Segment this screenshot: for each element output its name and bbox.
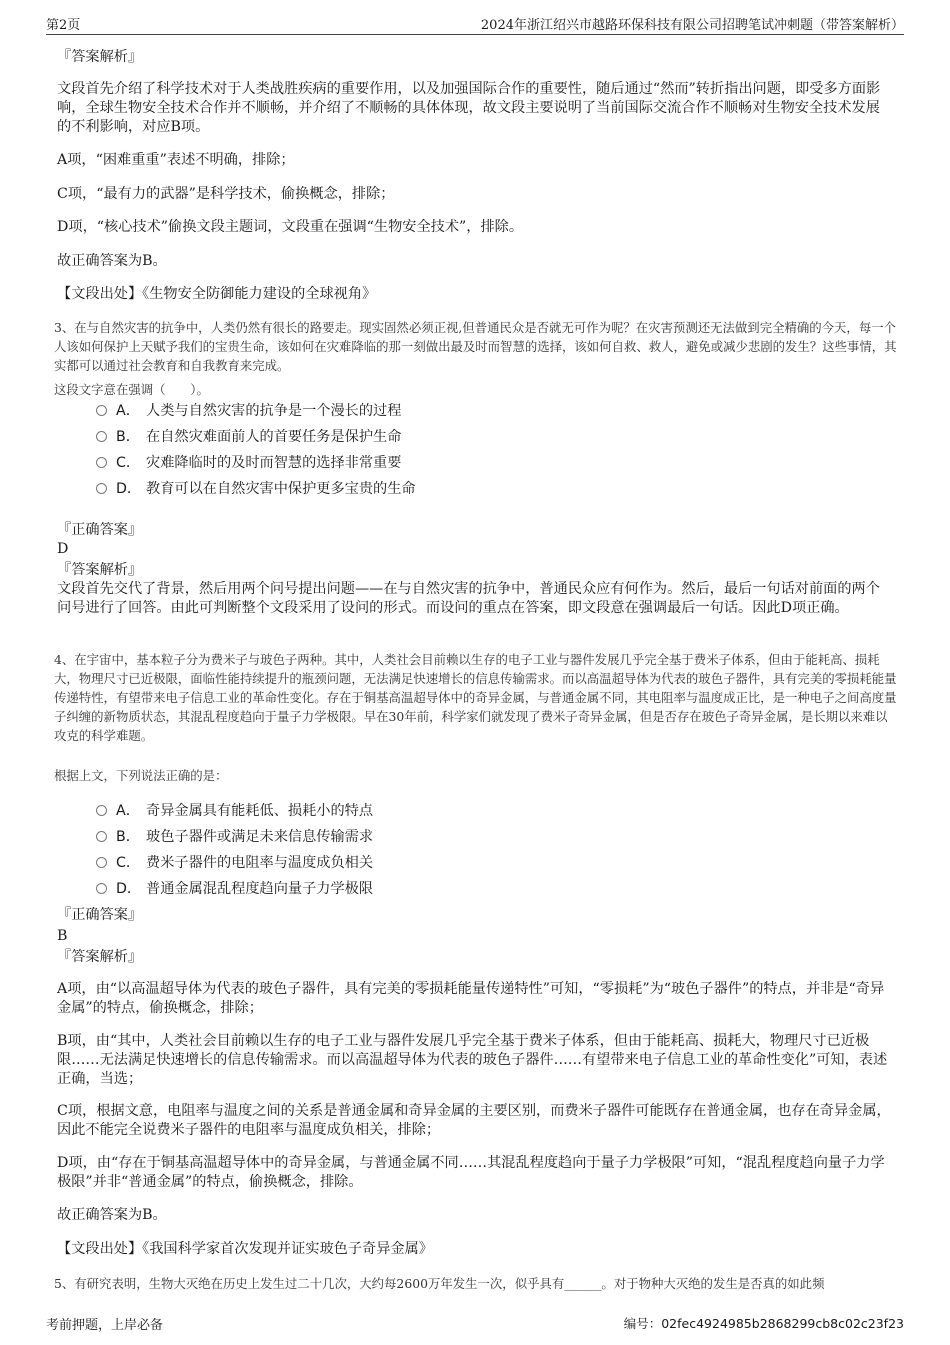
q2-option-d-note: D项，“核心技术”偷换文段主题词，文段重在强调“生物安全技术”，排除。 (57, 219, 524, 235)
q3-option-c[interactable] (96, 453, 401, 473)
q2-option-a-note: A项，“困难重重”表述不明确，排除； (57, 152, 295, 168)
radio-icon[interactable] (96, 457, 107, 468)
q4-answer: B (57, 928, 68, 944)
q3-option-d[interactable] (96, 479, 416, 499)
q3-answer-label: 『正确答案』 (57, 522, 143, 538)
radio-icon[interactable] (96, 405, 107, 416)
q4-option-c-note: C项，根据文意，电阻率与温度之间的关系是普通金属和奇异金属的主要区别，而费米子器件可能既存在普通金属，也存在奇异金属，因此不能完全说费米子器件的电阻率与温度成负相关，排除； (57, 1103, 891, 1138)
q2-analysis-text: 文段首先介绍了科学技术对于人类战胜疾病的重要作用，以及加强国际合作的重要性，随后通过“然而”转折指出问题，即受多方面影响，全球生物安全技术合作并不顺畅，并介绍了不顺畅的具体体现，故文段主要说明了当前国际交流合作不顺畅对生物安全技术发展的不利影响，对应B项。 (57, 81, 881, 135)
option-letter: D． (116, 881, 142, 897)
option-text: 人类与自然灾害的抗争是一个漫长的过程 (146, 403, 402, 419)
document-title: 2024年浙江绍兴市越路环保科技有限公司招聘笔试冲刺题（带答案解析） (480, 18, 904, 33)
q2-conclusion: 故正确答案为B。 (57, 253, 167, 269)
radio-icon[interactable] (96, 883, 107, 894)
footer-slogan: 考前押题，上岸必备 (46, 1318, 164, 1333)
radio-icon[interactable] (96, 831, 107, 842)
q3-analysis-text: 文段首先交代了背景，然后用两个问号提出问题——在与自然灾害的抗争中，普通民众应有何作为。然后，最后一句话对前面的两个问号进行了回答。由此可判断整个文段采用了设问的形式。而设问的重点在答案，即文段意在强调最后一句话。因此D项正确。 (57, 581, 880, 616)
q2-option-c-note: C项，“最有力的武器”是科学技术，偷换概念，排除； (57, 186, 395, 202)
option-letter: A． (116, 403, 140, 419)
q3-answer: D (57, 541, 69, 557)
q3-option-a[interactable] (96, 401, 401, 421)
page-number: 第2页 (46, 18, 81, 33)
q4-option-d[interactable] (96, 879, 373, 899)
option-text: 费米子器件的电阻率与温度成负相关 (146, 855, 374, 871)
option-letter: A． (116, 803, 140, 819)
q4-conclusion: 故正确答案为B。 (57, 1207, 167, 1223)
radio-icon[interactable] (96, 431, 107, 442)
radio-icon[interactable] (96, 483, 107, 494)
q4-stem: 根据上文，下列说法正确的是： (54, 768, 228, 783)
option-letter: B． (116, 829, 140, 845)
q3-option-b[interactable] (96, 427, 401, 447)
q3-analysis-label: 『答案解析』 (57, 562, 143, 578)
option-text: 教育可以在自然灾害中保护更多宝贵的生命 (146, 481, 416, 497)
option-letter: D． (116, 481, 142, 497)
option-text: 玻色子器件或满足未来信息传输需求 (146, 829, 374, 845)
option-text: 在自然灾难面前人的首要任务是保护生命 (146, 429, 402, 445)
q4-option-b[interactable] (96, 827, 373, 847)
document-code: 编号：02fec4924985b2868299cb8c02c23f23 (623, 1316, 904, 1331)
q4-option-c[interactable] (96, 853, 373, 873)
q4-answer-label: 『正确答案』 (57, 907, 143, 923)
q4-option-a[interactable] (96, 801, 373, 821)
option-text: 奇异金属具有能耗低、损耗小的特点 (146, 803, 374, 819)
option-letter: C． (116, 855, 141, 871)
q4-option-d-note: D项，由“存在于铜基高温超导体中的奇异金属，与普通金属不同……其混乱程度趋向于量子力学极限”可知，“混乱程度趋向量子力学极限”并非“普通金属”的特点，偷换概念，排除。 (57, 1155, 885, 1190)
q2-analysis-label: 『答案解析』 (57, 49, 143, 65)
option-letter: C． (116, 455, 141, 471)
page-footer (46, 1314, 904, 1333)
q4-option-a-note: A项，由“以高温超导体为代表的玻色子器件，具有完美的零损耗能量传递特性”可知，“零损耗”为“玻色子器件”的特点，并非是“奇异金属”的特点，偷换概念，排除； (57, 981, 885, 1016)
option-letter: B． (116, 429, 140, 445)
q2-source: 【文段出处】《生物安全防御能力建设的全球视角》 (57, 286, 377, 302)
page-header (46, 14, 904, 35)
option-text: 普通金属混乱程度趋向量子力学极限 (146, 881, 374, 897)
option-text: 灾难降临时的及时而智慧的选择非常重要 (146, 455, 402, 471)
q4-source: 【文段出处】《我国科学家首次发现并证实玻色子奇异金属》 (57, 1241, 433, 1257)
q3-stem: 这段文字意在强调（ ）。 (54, 382, 209, 397)
q4-analysis-label: 『答案解析』 (57, 949, 143, 965)
radio-icon[interactable] (96, 857, 107, 868)
q5-question-text: 5、有研究表明，生物大灭绝在历史上发生过二十几次，大约每2600万年发生一次，似乎具有______。对于物种大灭绝的发生是否真的如此频 (54, 1276, 825, 1291)
radio-icon[interactable] (96, 805, 107, 816)
q3-question-text: 3、在与自然灾害的抗争中，人类仍然有很长的路要走。现实固然必须正视,但普通民众是否就无可作为呢？在灾害预测还无法做到完全精确的今天，每一个人该如何保护上天赋予我们的宝贵生命，该如何在灾难降临的那一刻做出最及时而智慧的选择，该如何自救、救人，避免或减少悲剧的发生？这些事情，其实都可以通过社会教育和自我教育来完成。 (54, 320, 897, 373)
q4-option-b-note: B项，由“其中，人类社会目前赖以生存的电子工业与器件发展几乎完全基于费米子体系，但由于能耗高、损耗大，物理尺寸已近极限……无法满足快速增长的信息传输需求。而以高温超导体为代表的玻色子器件……有望带来电子信息工业的革命性变化”可知，表述正确，当选； (57, 1033, 888, 1087)
q4-question-text: 4、在宇宙中，基本粒子分为费米子与玻色子两种。其中，人类社会目前赖以生存的电子工业与器件发展几乎完全基于费米子体系，但由于能耗高、损耗大，物理尺寸已近极限，面临性能持续提升的瓶颈问题，无法满足快速增长的信息传输需求。而以高温超导体为代表的玻色子器件，具有完美的零损耗能量传递特性，有望带来电子信息工业的革命性变化。存在于铜基高温超导体中的奇异金属，与普通金属不同，其电阻率与温度成正比，是一种电子之间高度量子纠缠的新物质状态，其混乱程度趋向于量子力学极限。早在30年前，科学家们就发现了费米子奇异金属，但是否存在玻色子奇异金属，是长期以来难以攻克的科学难题。 (54, 652, 897, 743)
